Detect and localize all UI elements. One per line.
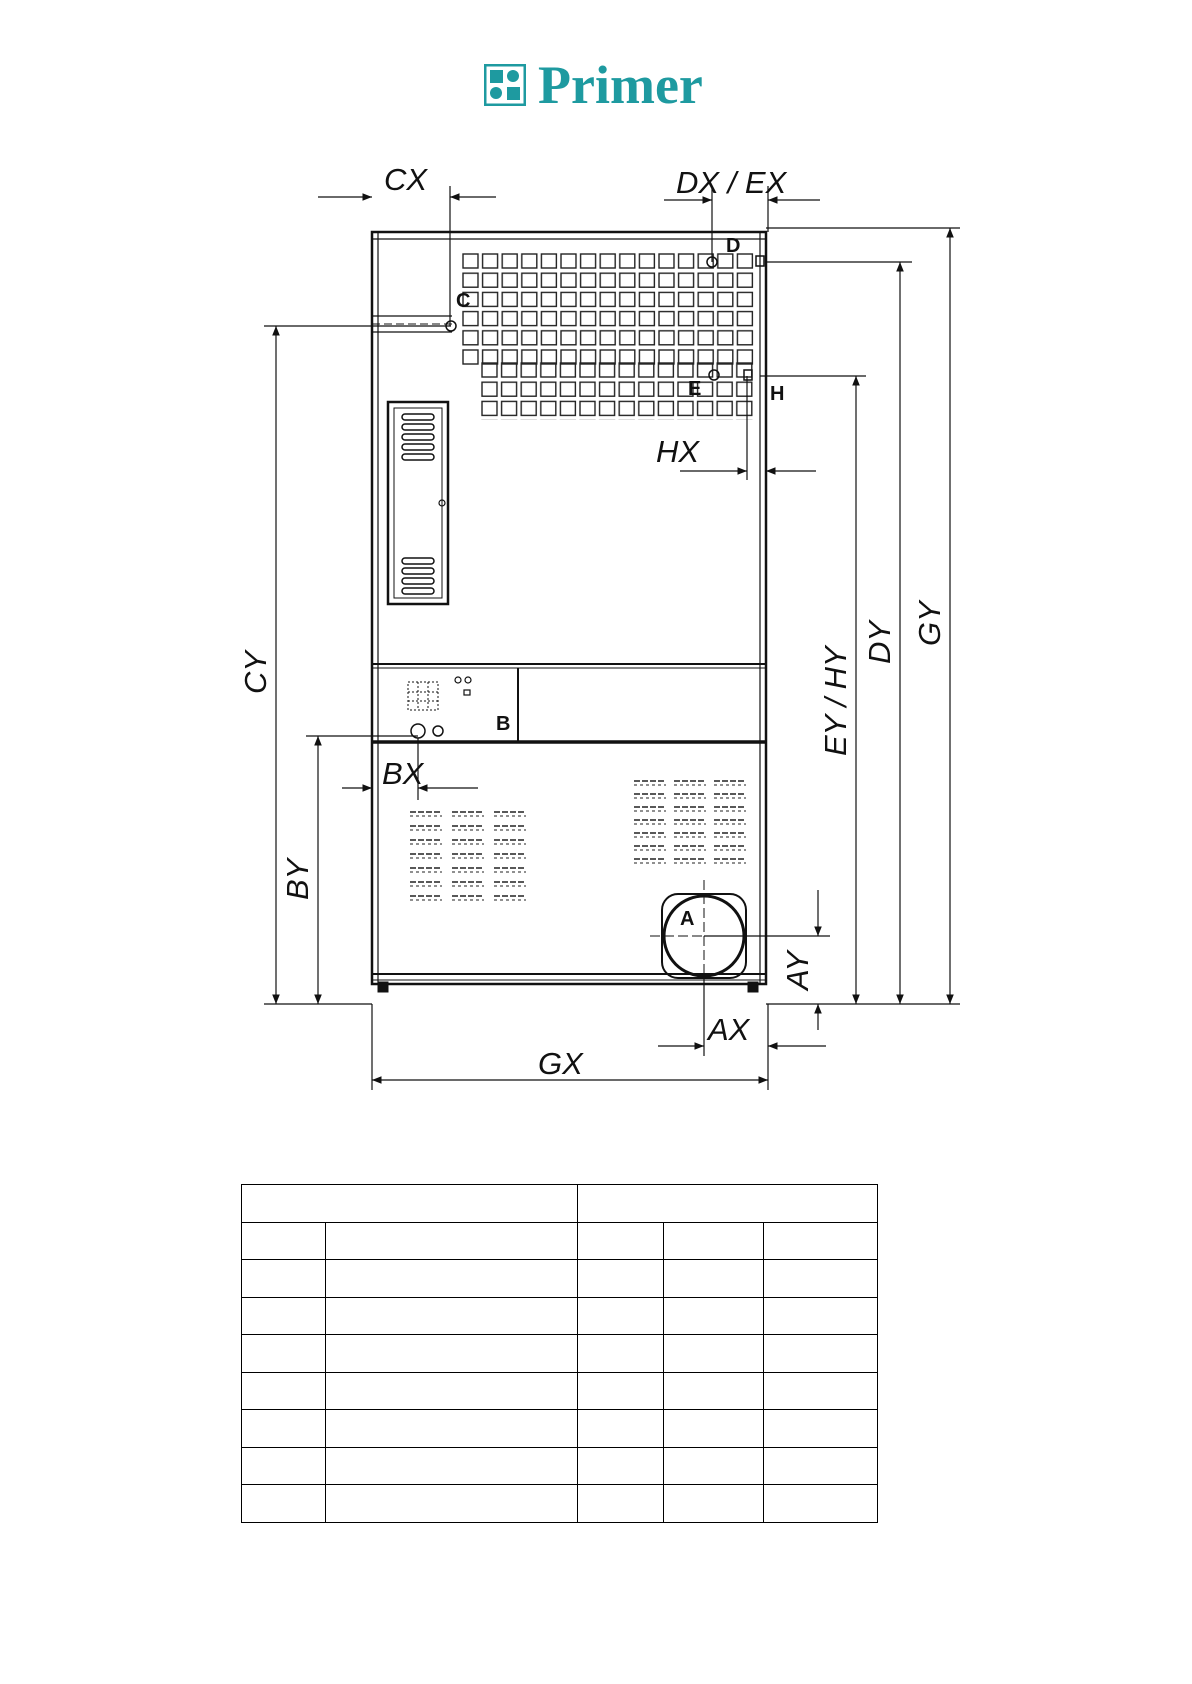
- table-row: [242, 1335, 878, 1373]
- table-cell: [578, 1297, 664, 1335]
- table-cell: [764, 1260, 878, 1298]
- table-cell: [326, 1297, 578, 1335]
- table-cell: [764, 1410, 878, 1448]
- table-row: [242, 1372, 878, 1410]
- table-row: [242, 1410, 878, 1448]
- table-cell: [242, 1185, 578, 1223]
- table-cell: [326, 1335, 578, 1373]
- table-cell: [664, 1335, 764, 1373]
- table-cell: [664, 1222, 764, 1260]
- table-cell: [242, 1447, 326, 1485]
- electrical-box: [388, 402, 448, 604]
- connection-label-c: C: [456, 290, 471, 312]
- table-cell: [664, 1410, 764, 1448]
- table-cell: [764, 1372, 878, 1410]
- table-cell: [764, 1447, 878, 1485]
- table-row: [242, 1297, 878, 1335]
- table-row: [242, 1260, 878, 1298]
- table-cell: [664, 1297, 764, 1335]
- table-cell: [578, 1447, 664, 1485]
- dimensions-table: [241, 1184, 878, 1523]
- dim-label-ey-hy: EY / HY: [818, 646, 853, 756]
- connection-label-b: B: [496, 713, 511, 735]
- brand-name: Primer: [538, 55, 703, 115]
- table-cell: [664, 1447, 764, 1485]
- dim-label-ay: AY: [780, 950, 815, 990]
- table-cell: [764, 1222, 878, 1260]
- table-cell: [578, 1485, 664, 1523]
- table-cell: [242, 1410, 326, 1448]
- table-cell: [242, 1260, 326, 1298]
- dim-label-cx: CX: [384, 162, 428, 197]
- table-cell: [664, 1372, 764, 1410]
- table-cell: [578, 1410, 664, 1448]
- table-cell: [326, 1222, 578, 1260]
- connection-label-h: H: [770, 383, 785, 405]
- table-cell: [764, 1297, 878, 1335]
- table-cell: [242, 1222, 326, 1260]
- connection-label-e: E: [688, 378, 702, 400]
- table-cell: [578, 1372, 664, 1410]
- table-row: [242, 1222, 878, 1260]
- table-row: [242, 1485, 878, 1523]
- table-cell: [326, 1372, 578, 1410]
- table-header-row: [242, 1185, 878, 1223]
- table-cell: [664, 1260, 764, 1298]
- lower-right-louvre: [632, 776, 752, 866]
- table-cell: [242, 1372, 326, 1410]
- table-cell: [242, 1335, 326, 1373]
- table-cell: [764, 1335, 878, 1373]
- table-cell: [578, 1260, 664, 1298]
- table-cell: [326, 1447, 578, 1485]
- table-cell: [578, 1185, 878, 1223]
- dim-label-hx: HX: [656, 434, 700, 469]
- table-cell: [578, 1335, 664, 1373]
- dim-label-dx-ex: DX / EX: [676, 165, 787, 200]
- top-grille: [460, 252, 754, 367]
- lower-left-louvre: [408, 806, 534, 904]
- dim-label-dy: DY: [862, 620, 897, 664]
- table-cell: [664, 1485, 764, 1523]
- dim-label-ax: AX: [708, 1012, 750, 1047]
- dim-label-gx: GX: [538, 1046, 583, 1081]
- connection-label-a: A: [680, 908, 695, 930]
- table-cell: [326, 1260, 578, 1298]
- table-cell: [578, 1222, 664, 1260]
- dim-label-by: BY: [280, 858, 315, 900]
- table-cell: [242, 1485, 326, 1523]
- dim-label-bx: BX: [382, 756, 424, 791]
- connection-label-d: D: [726, 235, 741, 257]
- dim-label-cy: CY: [238, 650, 273, 694]
- table-cell: [326, 1410, 578, 1448]
- table-cell: [764, 1485, 878, 1523]
- control-panel: [408, 677, 471, 738]
- table-cell: [326, 1485, 578, 1523]
- dim-label-gy: GY: [912, 601, 947, 646]
- table-row: [242, 1447, 878, 1485]
- table-cell: [242, 1297, 326, 1335]
